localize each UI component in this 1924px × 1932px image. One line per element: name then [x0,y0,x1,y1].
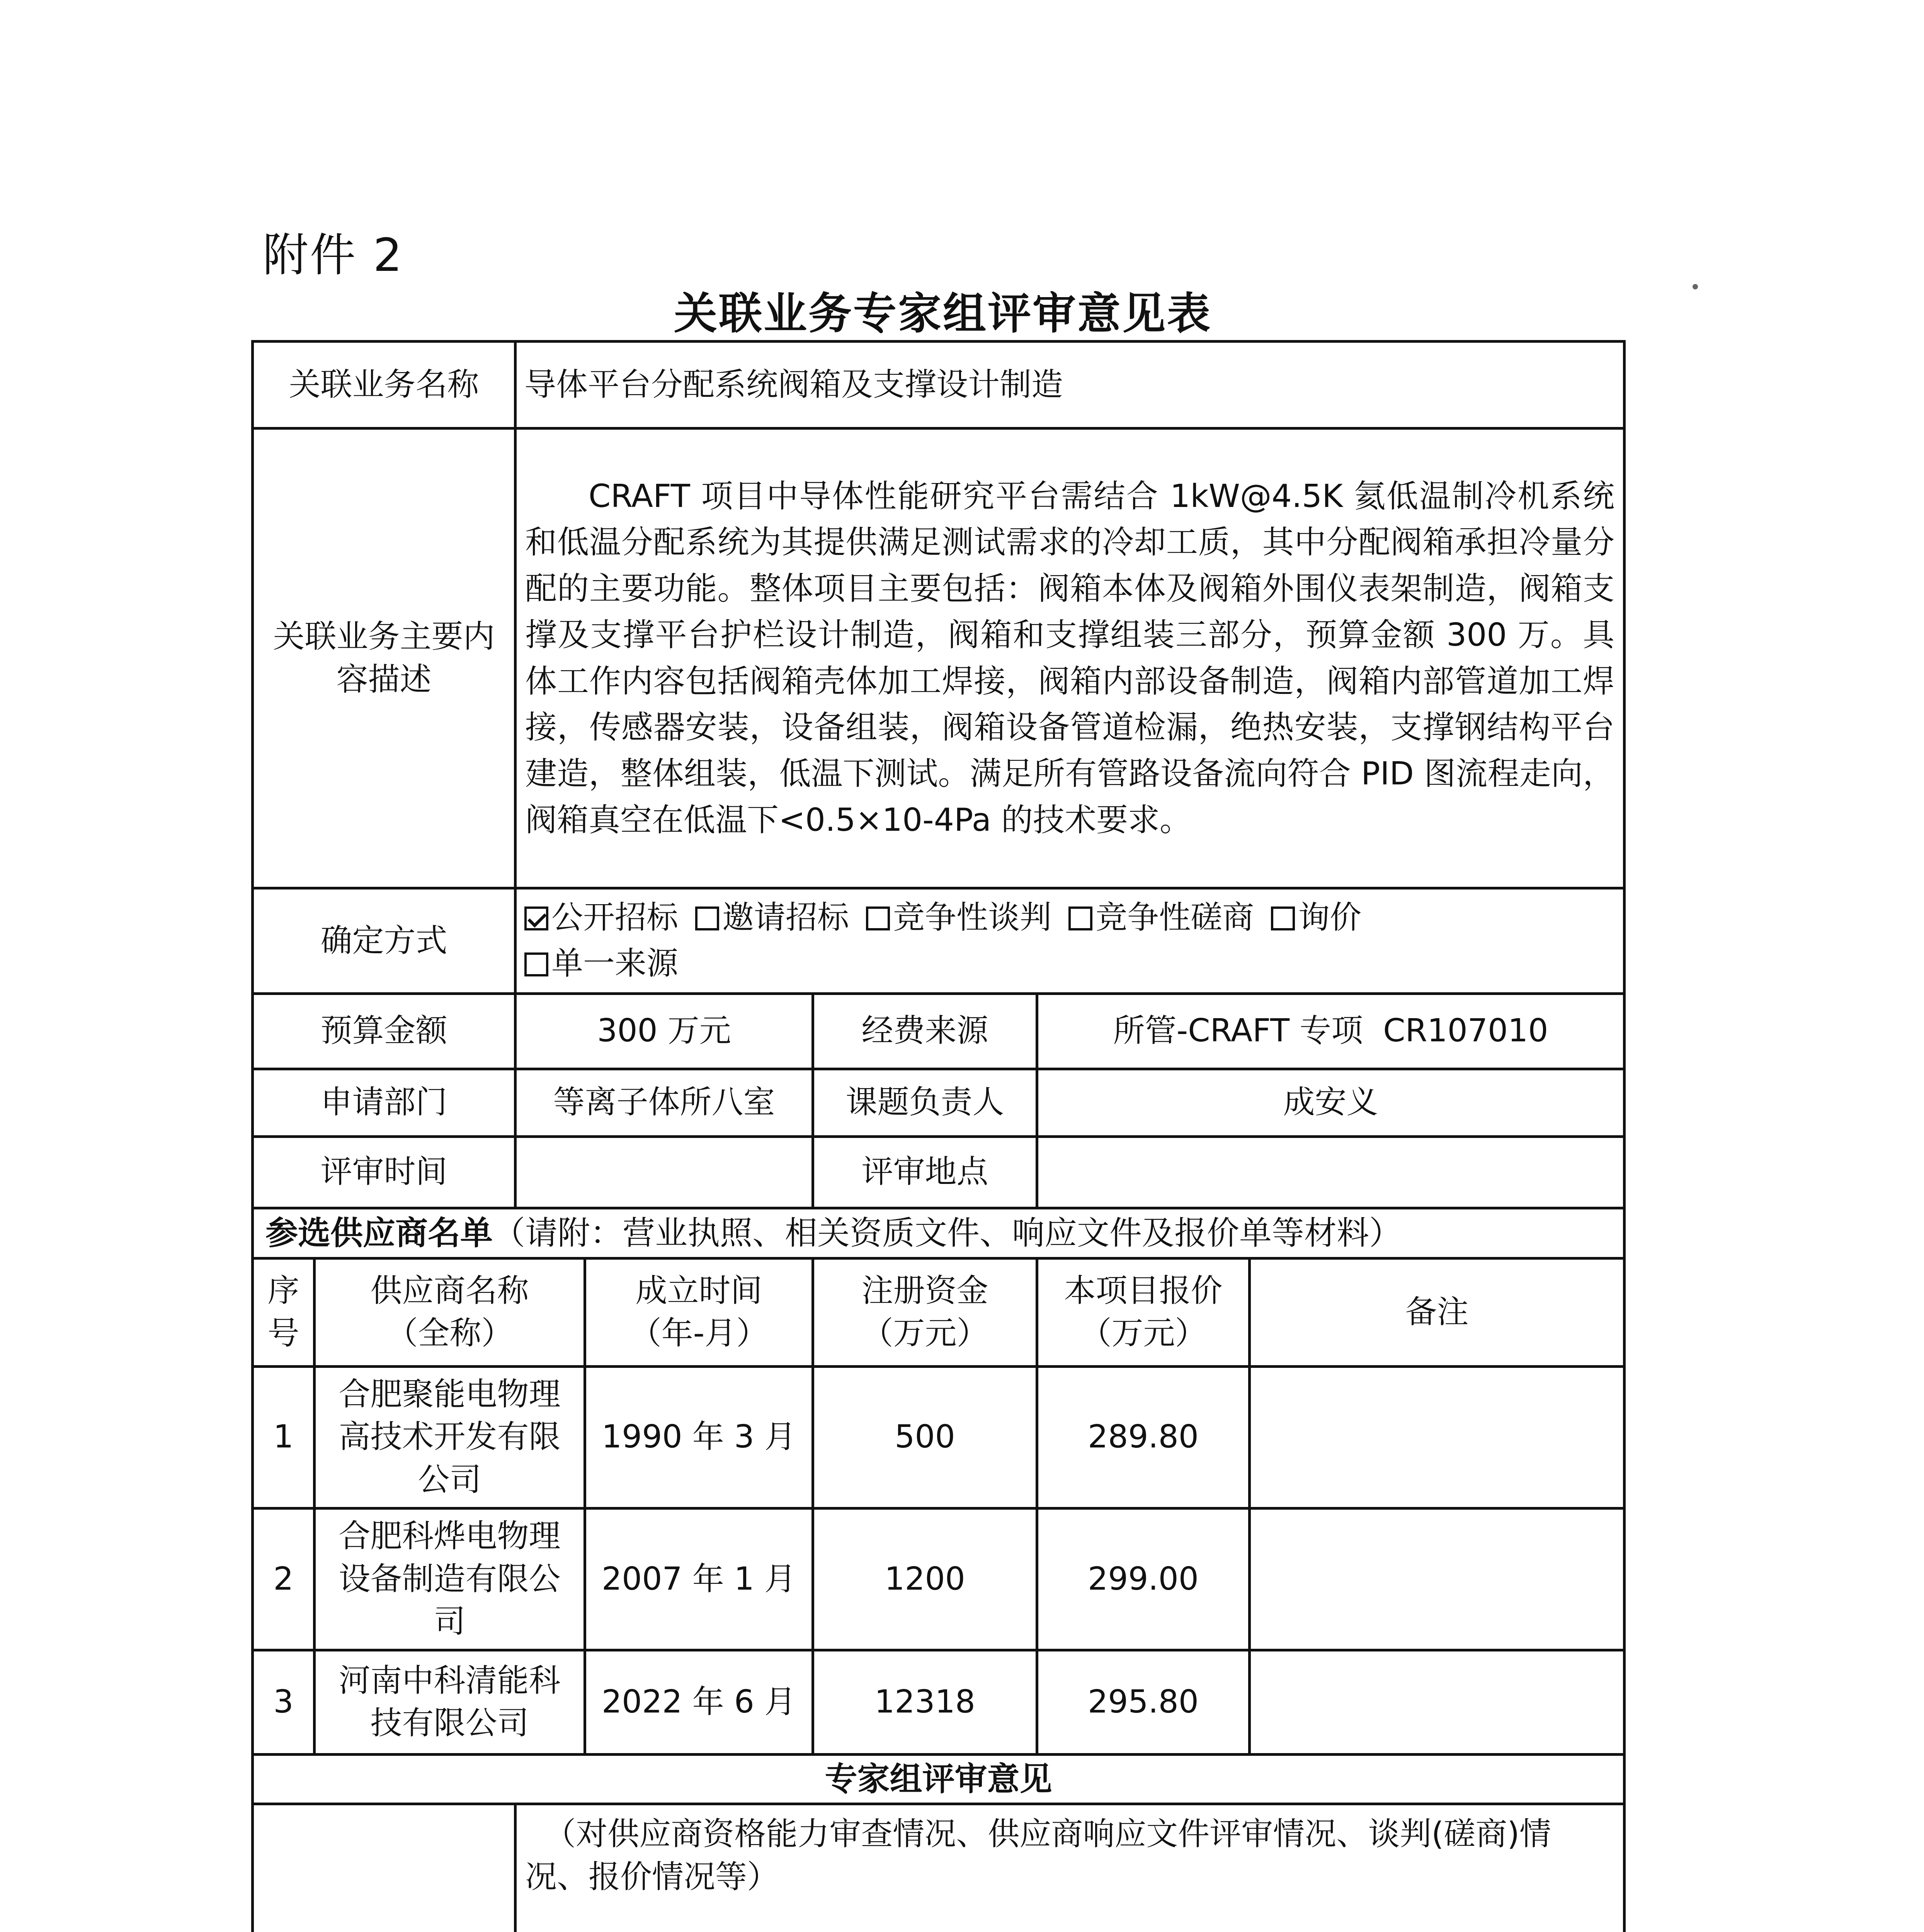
supplier-list-heading-row [253,1208,1625,1258]
supplier-no: 2 [253,1508,315,1650]
opinion-label [253,1804,515,1932]
table-row [253,1650,1625,1754]
review-time-value [515,1136,813,1208]
col-header-capital [813,1258,1037,1366]
business-desc-text: CRAFT 项目中导体性能研究平台需结合 1kW@4.5K 氦低温制冷机系统和低温分配系统为其提供满足测试需求的冷却工质，其中分配阀箱承担冷量分配的主要功能。整体项目主要包括：阀箱本体及阀箱外围仪表架制造，阀箱支撑及支撑平台护栏设计制造，阀箱和支撑组装三部分，预算金额 300 万。具体工作内容包括阀箱壳体加工焊接，阀箱内部设备制造，阀箱内部管道加工焊接，传感器安装，设备组装，阀箱设备管道检漏，绝热安装，支撑钢结构平台建造，整体组装，低温下测试。满足所有管路设备流向符合 PID 图流程走向，阀箱真空在低温下<0.5×10-4Pa 的技术要求。 [515,429,1625,888]
opinion-spacer [525,1899,1614,1932]
supplier-name: 合肥科烨电物理设备制造有限公司 [315,1508,585,1650]
col-header-capital-line1: 注册资金 [861,1272,988,1309]
opinion-section-title: 专家组评审意见 [253,1754,1625,1804]
supplier-quote: 289.80 [1037,1366,1250,1508]
supplier-founded: 2022 年 6 月 [585,1650,813,1754]
method-row [253,888,1625,994]
business-name-label: 关联业务名称 [253,342,515,429]
project-leader-label: 课题负责人 [813,1069,1037,1136]
review-time-row [253,1136,1625,1208]
budget-row [253,993,1625,1069]
col-header-no: 序号 [253,1258,315,1366]
table-row [253,1366,1625,1508]
supplier-list-title: 参选供应商名单 [265,1214,493,1252]
col-header-founded [585,1258,813,1366]
supplier-capital: 12318 [813,1650,1037,1754]
col-header-name-line1: 供应商名称 [370,1272,529,1309]
method-options [515,888,1625,994]
fund-source-label: 经费来源 [813,993,1037,1069]
review-form-table [251,340,1626,1932]
budget-label: 预算金额 [253,993,515,1069]
review-time-label: 评审时间 [253,1136,515,1208]
checkbox-icon [524,952,548,976]
document-title: 关联业务专家组评审意见表 [674,289,1212,339]
supplier-header-row [253,1258,1625,1366]
supplier-remarks [1250,1508,1625,1650]
supplier-remarks [1250,1366,1625,1508]
supplier-list-heading [253,1208,1625,1258]
opinion-note: （对供应商资格能力审查情况、供应商响应文件评审情况、谈判(磋商)情况、报价情况等） [525,1816,1551,1895]
supplier-capital: 1200 [813,1508,1037,1650]
supplier-no: 1 [253,1366,315,1508]
opinion-content [515,1804,1625,1932]
supplier-remarks [1250,1650,1625,1754]
supplier-founded: 1990 年 3 月 [585,1366,813,1508]
supplier-founded: 2007 年 1 月 [585,1508,813,1650]
col-header-quote-line1: 本项目报价 [1064,1272,1223,1309]
checkbox-icon [695,906,719,930]
method-option-consultation[interactable] [1068,895,1254,941]
supplier-quote: 295.80 [1037,1650,1250,1754]
department-row [253,1069,1625,1136]
method-option-label: 邀请招标 [722,899,849,936]
budget-value: 300 万元 [515,993,813,1069]
method-option-label: 公开招标 [551,899,679,936]
attachment-label: 附件 2 [263,228,404,282]
opinion-heading-row [253,1754,1625,1804]
table-row [253,1508,1625,1650]
department-value: 等离子体所八室 [515,1069,813,1136]
checkbox-checked-icon [524,906,548,930]
supplier-list-note: （请附：营业执照、相关资质文件、响应文件及报价单等材料） [493,1214,1402,1252]
review-place-label: 评审地点 [813,1136,1037,1208]
checkbox-icon [1068,906,1092,930]
col-header-remarks: 备注 [1250,1258,1625,1366]
method-option-label: 询价 [1298,899,1362,936]
opinion-row [253,1804,1625,1932]
col-header-founded-line2: （年-月） [629,1315,768,1352]
method-option-label: 竞争性谈判 [893,899,1052,936]
method-option-invited[interactable] [695,895,849,941]
business-desc-row [253,429,1625,888]
business-name-row [253,342,1625,429]
method-option-inquiry[interactable] [1271,895,1361,941]
method-option-negotiation[interactable] [866,895,1051,941]
fund-source-value: 所管-CRAFT 专项 CR107010 [1037,993,1625,1069]
col-header-capital-line2: （万元） [861,1315,988,1352]
supplier-name: 河南中科清能科技有限公司 [315,1650,585,1754]
supplier-capital: 500 [813,1366,1037,1508]
supplier-name: 合肥聚能电物理高技术开发有限公司 [315,1366,585,1508]
checkbox-icon [1271,906,1295,930]
supplier-no: 3 [253,1650,315,1754]
checkbox-icon [866,906,890,930]
col-header-founded-line1: 成立时间 [635,1272,762,1309]
business-desc-label [253,429,515,888]
method-option-label: 单一来源 [551,945,679,982]
method-option-public[interactable] [524,895,678,941]
scan-mark [1693,284,1698,289]
col-header-quote [1037,1258,1250,1366]
col-header-name [315,1258,585,1366]
method-label: 确定方式 [253,888,515,994]
business-name-value: 导体平台分配系统阀箱及支撑设计制造 [515,342,1625,429]
col-header-quote-line2: （万元） [1080,1315,1207,1352]
department-label: 申请部门 [253,1069,515,1136]
review-place-value [1037,1136,1625,1208]
col-header-name-line2: （全称） [386,1315,513,1352]
method-option-single-source[interactable] [524,941,678,987]
project-leader-value: 成安义 [1037,1069,1625,1136]
business-desc-label-text: 关联业务主要内容描述 [273,618,495,698]
method-option-label: 竞争性磋商 [1096,899,1254,936]
supplier-quote: 299.00 [1037,1508,1250,1650]
